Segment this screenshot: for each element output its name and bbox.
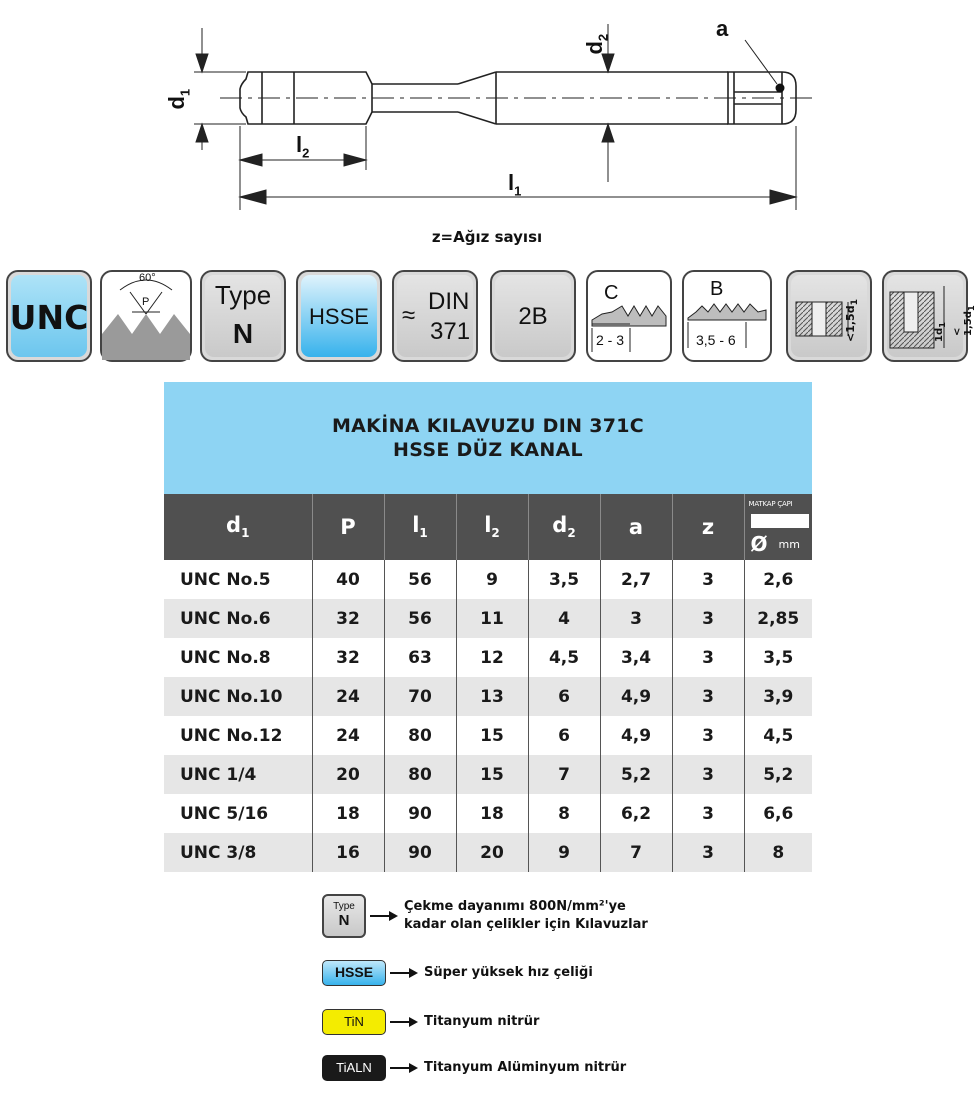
table-cell: 4,9 bbox=[600, 677, 672, 716]
table-cell: 11 bbox=[456, 599, 528, 638]
teeth-count-note: z=Ağız sayısı bbox=[431, 228, 543, 246]
blind-hole-icon bbox=[882, 270, 976, 362]
table-cell: 8 bbox=[528, 794, 600, 833]
chamfer-b-icon bbox=[682, 270, 772, 362]
table-cell: 4,5 bbox=[528, 638, 600, 677]
table-cell: 80 bbox=[384, 755, 456, 794]
legend-type-n bbox=[322, 894, 648, 938]
pitch-label: P bbox=[142, 296, 150, 308]
table-cell: 12 bbox=[456, 638, 528, 677]
header-p: P bbox=[312, 494, 384, 560]
drill-unit: mm bbox=[778, 538, 800, 551]
table-cell: 3 bbox=[672, 677, 744, 716]
diameter-symbol: Ø bbox=[750, 532, 768, 556]
legend-hsse-text: Süper yüksek hız çeliği bbox=[424, 965, 593, 980]
din-number: 371 bbox=[430, 318, 471, 345]
table-cell: 32 bbox=[312, 638, 384, 677]
table-cell: 20 bbox=[312, 755, 384, 794]
table-cell: 13 bbox=[456, 677, 528, 716]
label-l1: $l_1$ bbox=[508, 170, 522, 199]
table-cell: 3,5 bbox=[763, 647, 794, 668]
blind-hole-d: $1d_1$ bbox=[934, 322, 947, 342]
legend-tin bbox=[322, 1009, 539, 1035]
table-cell: 3 bbox=[672, 833, 744, 872]
table-row bbox=[164, 716, 812, 755]
din-icon bbox=[392, 270, 478, 362]
table-cell: 5,2 bbox=[600, 755, 672, 794]
legend-tialn bbox=[322, 1055, 626, 1081]
table-row bbox=[164, 560, 812, 599]
table-cell: 2,6 bbox=[763, 569, 794, 590]
arrow-icon bbox=[390, 1062, 418, 1074]
header-drill-diameter bbox=[744, 494, 812, 560]
table-cell: 3 bbox=[672, 716, 744, 755]
table-row bbox=[164, 833, 812, 872]
legend-tialn-badge: TiALN bbox=[322, 1055, 386, 1081]
table-cell: 4,9 bbox=[600, 716, 672, 755]
hsse-label: HSSE bbox=[309, 304, 369, 329]
arrow-icon bbox=[390, 967, 418, 979]
table-cell: 3 bbox=[672, 638, 744, 677]
chamfer-c-label: C bbox=[604, 282, 619, 304]
table-cell: 9 bbox=[456, 560, 528, 599]
unc-icon bbox=[6, 270, 92, 362]
table-cell: 32 bbox=[312, 599, 384, 638]
table-title bbox=[164, 382, 812, 494]
header-d2: $d_2$ bbox=[528, 494, 600, 560]
table-cell: 16 bbox=[312, 833, 384, 872]
through-hole-depth: $<1,5d_1$ bbox=[844, 299, 861, 342]
angle-label: 60° bbox=[139, 272, 156, 284]
through-hole-icon bbox=[786, 270, 872, 362]
table-cell: 40 bbox=[312, 560, 384, 599]
row-size-cell: UNC 1/4 bbox=[164, 755, 312, 794]
arrow-icon bbox=[390, 1016, 418, 1028]
table-row bbox=[164, 677, 812, 716]
legend-type-text: Çekme dayanımı 800N/mm²'ye kadar olan çelikler için Kılavuzlar bbox=[404, 899, 648, 932]
table-cell: 7 bbox=[600, 833, 672, 872]
thread-profile-icon bbox=[100, 270, 192, 362]
table-cell: 18 bbox=[456, 794, 528, 833]
row-size-cell: UNC No.6 bbox=[164, 599, 312, 638]
header-l2: $l_2$ bbox=[456, 494, 528, 560]
table-cell: 5,2 bbox=[763, 764, 794, 785]
table-row bbox=[164, 638, 812, 677]
table-cell: 6,6 bbox=[763, 803, 794, 824]
blind-hole-depth: < $1,5d_1$ bbox=[952, 305, 976, 336]
drill-header-top: MATKAP ÇAPI bbox=[748, 500, 793, 508]
data-table bbox=[164, 494, 812, 872]
row-size-cell: UNC 5/16 bbox=[164, 794, 312, 833]
table-cell: 6,2 bbox=[600, 794, 672, 833]
table-cell: 24 bbox=[312, 716, 384, 755]
row-size-cell: UNC No.12 bbox=[164, 716, 312, 755]
table-cell: 56 bbox=[384, 560, 456, 599]
spec-table bbox=[164, 382, 812, 872]
arrow-icon bbox=[370, 910, 398, 922]
chamfer-c-icon bbox=[586, 270, 672, 362]
table-row bbox=[164, 599, 812, 638]
table-cell: 90 bbox=[384, 794, 456, 833]
header-z: z bbox=[672, 494, 744, 560]
legend-tin-text: Titanyum nitrür bbox=[424, 1014, 540, 1029]
table-cell: 90 bbox=[384, 833, 456, 872]
row-size-cell: UNC 3/8 bbox=[164, 833, 312, 872]
type-value: N bbox=[232, 318, 254, 349]
table-cell: 56 bbox=[384, 599, 456, 638]
table-cell: 9 bbox=[528, 833, 600, 872]
table-cell: 18 bbox=[312, 794, 384, 833]
table-cell: 6 bbox=[528, 716, 600, 755]
table-header-row bbox=[164, 494, 812, 560]
type-label: Type bbox=[214, 280, 272, 310]
tolerance-label: 2B bbox=[518, 303, 548, 330]
table-cell: 8 bbox=[772, 842, 785, 863]
table-cell: 4 bbox=[528, 599, 600, 638]
table-cell: 3 bbox=[672, 599, 744, 638]
table-cell: 70 bbox=[384, 677, 456, 716]
technical-drawing bbox=[0, 0, 974, 250]
legend-hsse-badge: HSSE bbox=[322, 960, 386, 986]
table-cell: 3,9 bbox=[763, 686, 794, 707]
label-d2: $d_2$ bbox=[582, 33, 611, 55]
table-cell: 20 bbox=[456, 833, 528, 872]
table-cell: 2,85 bbox=[757, 608, 800, 629]
row-size-cell: UNC No.10 bbox=[164, 677, 312, 716]
label-l2: $l_2$ bbox=[296, 132, 310, 161]
unc-label: UNC bbox=[9, 298, 89, 337]
table-title-line1: MAKİNA KILAVUZU DIN 371C bbox=[331, 415, 645, 437]
chamfer-b-label: B bbox=[710, 278, 724, 300]
table-cell: 2,7 bbox=[600, 560, 672, 599]
legend-hsse bbox=[322, 960, 593, 986]
table-cell: 3,4 bbox=[600, 638, 672, 677]
table-cell: 3,5 bbox=[528, 560, 600, 599]
tap-drawing-svg bbox=[0, 0, 974, 230]
chamfer-c-range: 2 - 3 bbox=[596, 332, 625, 348]
legend-type-badge: Type N bbox=[322, 894, 366, 938]
thread-angle-svg bbox=[102, 272, 190, 360]
chamfer-b-range: 3,5 - 6 bbox=[696, 332, 736, 348]
header-l1: $l_1$ bbox=[384, 494, 456, 560]
point-a bbox=[776, 84, 785, 93]
type-n-icon bbox=[200, 270, 286, 362]
table-cell: 3 bbox=[600, 599, 672, 638]
approx-symbol: ≈ bbox=[402, 302, 416, 329]
table-row bbox=[164, 755, 812, 794]
din-label: DIN bbox=[428, 288, 470, 315]
table-cell: 24 bbox=[312, 677, 384, 716]
table-cell: 3 bbox=[672, 560, 744, 599]
table-cell: 4,5 bbox=[763, 725, 794, 746]
row-size-cell: UNC No.8 bbox=[164, 638, 312, 677]
table-row bbox=[164, 794, 812, 833]
tolerance-icon bbox=[490, 270, 576, 362]
table-cell: 15 bbox=[456, 755, 528, 794]
row-size-cell: UNC No.5 bbox=[164, 560, 312, 599]
table-cell: 6 bbox=[528, 677, 600, 716]
table-title-line2: HSSE DÜZ KANAL bbox=[393, 439, 583, 461]
table-cell: 3 bbox=[672, 794, 744, 833]
label-a: a bbox=[716, 16, 729, 41]
legend-tin-badge: TiN bbox=[322, 1009, 386, 1035]
table-cell: 3 bbox=[672, 755, 744, 794]
table-cell: 80 bbox=[384, 716, 456, 755]
table-cell: 7 bbox=[528, 755, 600, 794]
header-d1: $d_1$ bbox=[164, 494, 312, 560]
table-cell: 15 bbox=[456, 716, 528, 755]
hsse-icon bbox=[296, 270, 382, 362]
label-d1: $d_1$ bbox=[164, 88, 193, 110]
header-a: a bbox=[600, 494, 672, 560]
table-cell: 63 bbox=[384, 638, 456, 677]
legend-tialn-text: Titanyum Alüminyum nitrür bbox=[424, 1060, 627, 1075]
drill-icon bbox=[751, 514, 809, 528]
